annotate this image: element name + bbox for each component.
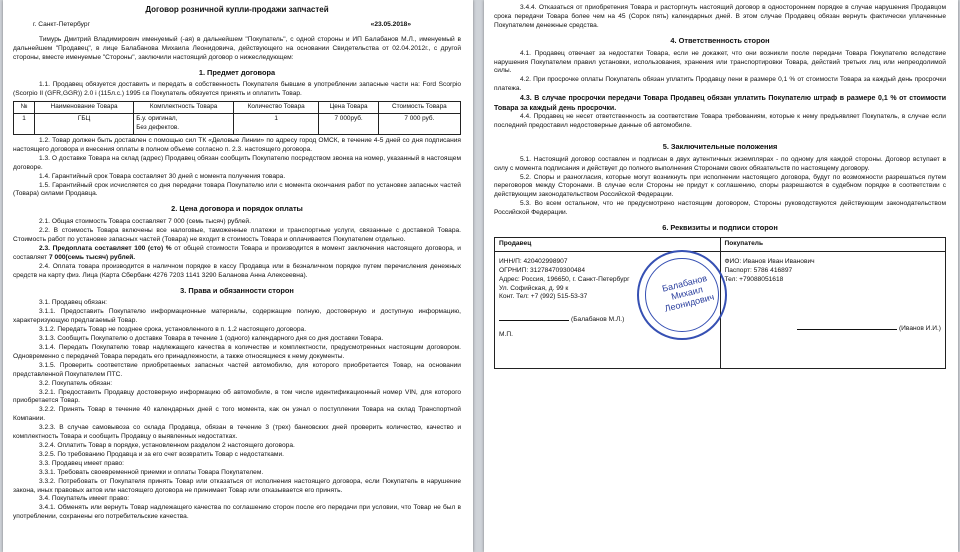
clause-3-1-1: 3.1.1. Предоставить Покупателю информационные материалы, содержащие полную, достоверную и доступную информацию, характеризующую предлагаемый Товар. (13, 308, 461, 325)
clause-3-2-5: 3.2.5. По требованию Продавца и за его счет возвратить Товар с недостатками. (39, 450, 284, 458)
buyer-fio: ФИО: Иванов Иван Иванович (724, 257, 815, 265)
clause-1-3: 1.3. О доставке Товара на склад (адрес) Продавец обязан сообщить Покупателю посредством звонка на номер, указанный в настоящем договоре. (13, 154, 461, 171)
col-name: Наименование Товара (35, 102, 134, 114)
section-2-heading: 2. Цена договора и порядок оплаты (171, 204, 303, 214)
buyer-sign-name: (Иванов И.И.) (898, 324, 941, 332)
clause-1-2: 1.2. Товар должен быть доставлен с помощью сил ТК «Деловые Линии» по адресу город ОМСК, в течение 4-5 дней со дня подписания настоящего договора и внесения оплаты в полном объеме согласно п. 2.3. настоящего договора. (13, 136, 461, 153)
buyer-header: Покупатель (720, 237, 946, 251)
contract-date: «23.05.2018» (370, 20, 411, 28)
signature-underline (797, 329, 897, 330)
clause-2-4: 2.4. Оплата товара производится в наличном порядке в кассу Продавца или в безналичном порядке путем перечисления денежных средств на карту физ. Лица (Карта Сбербанк 4276 7203 1141 3290 Баланова Анна Алексеевна). (13, 262, 461, 279)
buyer-requisites (720, 251, 946, 368)
clause-3-1-2: 3.1.2. Передать Товар не позднее срока, установленного в п. 1.2 настоящего договора. (39, 326, 307, 334)
clause-2-2: 2.2. В стоимость Товара включены все налоговые, таможенные платежи и транспортные услуги, связанные с доставкой Товара. Стоимость работ по установке запасных частей (Товара) не входит в стоимость Товара и оплачивается Покупателем отдельно. (13, 227, 461, 244)
seller-header: Продавец (495, 237, 721, 251)
clause-1-1: 1.1. Продавец обязуется доставить и передать в собственность Покупателя бывшие в употреблении запасные части на: Ford Scorpio (Scorpio II (GFR,GGR)) 2.0 i (115л.с.) 1995 г.в Покупатель обязуется принять и оплатить Товар. (13, 81, 461, 98)
contract-page-2 (484, 0, 958, 552)
cell-completeness: Б.у. оригинал, Без дефектов. (134, 114, 234, 135)
stamp-text: Балабанов Михаил Леонидович (661, 272, 716, 314)
clause-5-1: 5.1. Настоящий договор составлен и подписан в двух аутентичных экземплярах - по одному для каждой стороны. Договор вступает в силу с момента подписания и действует до полного выполнения Сторонами своих обязательств по настоящему договору. (494, 155, 946, 172)
clause-3-4-1: 3.4.1. Обменять или вернуть Товар надлежащего качества по соглашению сторон после его передачи при условии, что Товар не был в употреблении, сохранены его потребительские качества. (13, 504, 461, 521)
seller-stamp (637, 250, 727, 340)
clause-2-3-bold: 2.3. Предоплата составляет 100 (сто) % (39, 244, 172, 252)
clause-1-5: 1.5. Гарантийный срок исчисляется со дня передачи товара Покупателю или с момента окончания работ по установке запасных частей (Товара) силами Продавца. (13, 181, 461, 198)
cell-cost: 7 000 руб. (378, 114, 460, 135)
clause-5-3: 5.3. Во всем остальном, что не предусмотрено настоящим договором, Стороны руководствуются действующим законодательством Российской Федерации. (494, 200, 946, 217)
cell-price: 7 000руб. (319, 114, 378, 135)
cell-quantity: 1 (233, 114, 318, 135)
clause-2-3 (13, 245, 461, 263)
clause-2-3-sum: 7 000(семь тысяч) рублей. (49, 253, 136, 261)
clause-3-3: 3.3. Продавец имеет право: (39, 459, 124, 467)
intro-paragraph: Тимурь Дмитрий Владимирович именуемый (-ая) в дальнейшем "Покупатель", с одной стороны и ИП Балабанов М.Л., именуемый в дальнейшем "Продавец", в лице Балабанова Михаила Леонидовича, действующего на основании Свидетельства от 02.04.2012г., с другой стороны, вместе именуемые "Стороны", заключили настоящий договор о нижеследующем: (13, 35, 461, 61)
clause-3-3-2: 3.3.2. Потребовать от Покупателя принять Товар или отказаться от исполнения настоящего договора, если Покупатель в нарушение закона, иных правовых актов или настоящего договора не принимает Товар или отказывается его принять. (13, 477, 461, 494)
col-cost: Стоимость Товара (378, 102, 460, 114)
clause-3-1-5: 3.1.5. Проверить соответствие приобретаемых запасных частей автомобилю, для которого приобретается Товар, на основании представленной Покупателем ПТС. (13, 361, 461, 378)
clause-3-4-4: 3.4.4. Отказаться от приобретения Товара и расторгнуть настоящий договор в одностороннем порядке в случае нарушения Продавцом срока передачи Товара более чем на 45 (Сорок пять) календарных дней. В этом случае Продавец обязан вернуть фактически уплаченные Покупателем денежные средства. (494, 4, 946, 29)
contract-page-1 (3, 0, 473, 552)
clause-3-2-2: 3.2.2. Принять Товар в течение 40 календарных дней с того момента, как он узнал о поступлении Товара на склад Транспортной Компании. (13, 406, 461, 423)
requisites-table (494, 237, 946, 369)
signature-underline (499, 320, 569, 321)
goods-table (13, 101, 461, 135)
clause-3-4: 3.4. Покупатель имеет право: (39, 495, 130, 503)
section-6-heading: 6. Реквизиты и подписи сторон (662, 223, 778, 233)
seller-address-2: Ул. Софийская, д. 99 к (499, 284, 569, 292)
clause-3-3-1: 3.3.1. Требовать своевременной приемки и оплаты Товара Покупателем. (39, 468, 264, 476)
seller-ogrnip: ОГРНИП: 312784709300484 (499, 266, 586, 274)
contract-title: Договор розничной купли-продажи запчастей (145, 5, 329, 14)
buyer-phone: Тел: +79088051618 (724, 275, 784, 283)
clause-3-2-3: 3.2.3. В случае самовывоза со склада Продавца, обязан в течение 3 (трех) банковских дней проверить количество, качество и комплектность Товара и сообщить Продавцу о выявленных недостатках. (13, 424, 461, 441)
section-3-heading: 3. Права и обязанности сторон (180, 285, 294, 295)
col-number: № (14, 102, 35, 114)
clause-1-4: 1.4. Гарантийный срок Товара составляет 30 дней с момента получения товара. (39, 172, 286, 180)
section-4-heading: 4. Ответственность сторон (670, 35, 770, 45)
clause-3-2: 3.2. Покупатель обязан: (39, 379, 113, 387)
seller-address-1: Адрес: Россия, 196650, г. Санкт-Петербург (499, 275, 630, 283)
section-1-heading: 1. Предмет договора (198, 67, 276, 77)
table-row (14, 114, 461, 135)
col-quantity: Количество Товара (233, 102, 318, 114)
seller-phone: Конт. Тел: +7 (992) 515-53-37 (499, 293, 588, 301)
col-price: Цена Товара (319, 102, 378, 114)
clause-3-1-3: 3.1.3. Сообщить Покупателю о доставке Товара в течение 1 (одного) календарного дня со дня доставки Товара. (39, 335, 384, 343)
seller-sign-name: (Балабанов М.Л.) (571, 316, 625, 324)
clause-4-2: 4.2. При просрочке оплаты Покупатель обязан уплатить Продавцу пени в размере 0,1 % от стоимости Товара за каждый день просрочки платежа. (494, 76, 946, 93)
col-completeness: Комплектность Товара (134, 102, 234, 114)
clause-5-2: 5.2. Споры и разногласия, которые могут возникнуть при исполнении настоящего договора, будут по возможности разрешаться путем переговоров между Сторонами. В случае если Стороны не придут к соглашению, споры разрешаются в судебном порядке в соответствии с действующим законодательством Российской Федерации. (494, 173, 946, 199)
cell-name: ГБЦ (35, 114, 134, 135)
clause-4-4: 4.4. Продавец не несет ответственность за соответствие Товара требованиям, которые к нему предъявляет Покупатель, в случае если последний предоставил недостоверные данные об автомобиле. (494, 112, 946, 129)
clause-2-3-text: от общей стоимости Товара и производится в момент заключения настоящего договора, и составляет (13, 244, 461, 261)
clause-3-2-1: 3.2.1. Предоставить Продавцу достоверную информацию об автомобиле, в том числе идентификационный номер VIN, для которого приобретается Товар. (13, 388, 461, 405)
contract-city: г. Санкт-Петербург (33, 20, 90, 28)
clause-2-1: 2.1. Общая стоимость Товара составляет 7 000 (семь тысяч) рублей. (39, 218, 251, 226)
clause-3-1: 3.1. Продавец обязан: (39, 299, 108, 307)
clause-3-1-4: 3.1.4. Передать Покупателю товар надлежащего качества в количестве и комплектности, предусмотренных настоящим договором. Одновременно с передачей Товара передать его принадлежности, а также относящиеся к нему документы. (13, 344, 461, 360)
buyer-signature-line (725, 325, 942, 334)
clause-4-1: 4.1. Продавец отвечает за недостатки Товара, если не докажет, что они возникли после передачи Товара Покупателю вследствие нарушения Покупателем правил установки, использования, хранения или транспортировки Товара, действий третьих лиц или непреодолимой силы. (494, 49, 946, 75)
cell-number: 1 (14, 114, 35, 135)
clause-4-3: 4.3. В случае просрочки передачи Товара Продавец обязан уплатить Покупателю штраф в размере 0,1 % от стоимости Товара за каждый день просрочки. (494, 95, 946, 112)
section-5-heading: 5. Заключительные положения (662, 141, 778, 151)
seller-inn: ИНН/П: 420402998907 (499, 257, 568, 265)
buyer-passport: Паспорт: 5786 416897 (724, 266, 793, 274)
clause-3-2-4: 3.2.4. Оплатить Товар в порядке, установленном разделом 2 настоящего договора. (39, 441, 295, 449)
seller-requisites (495, 251, 721, 368)
seller-mp: М.П. (499, 331, 513, 339)
